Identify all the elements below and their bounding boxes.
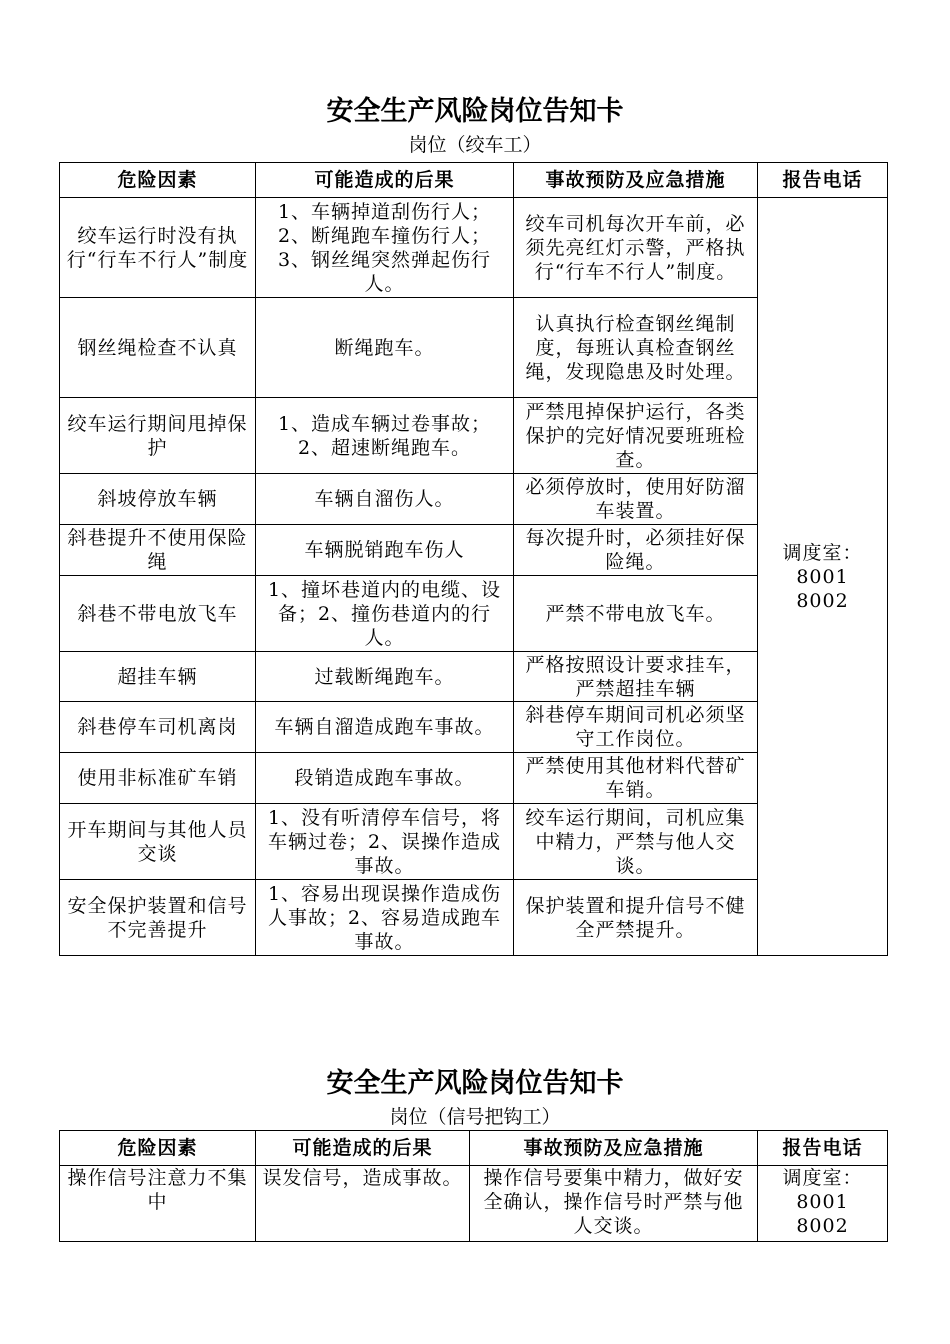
consequence-cell: 车辆自溜造成跑车事故。 [256,702,514,753]
measure-cell: 每次提升时，必须挂好保险绳。 [514,525,758,576]
header-consequence: 可能造成的后果 [256,163,514,198]
hazard-cell: 斜巷停车司机离岗 [60,702,256,753]
measure-cell: 认真执行检查钢丝绳制度，每班认真检查钢丝绳，发现隐患及时处理。 [514,298,758,398]
header-phone: 报告电话 [758,163,888,198]
consequence-cell: 车辆自溜伤人。 [256,474,514,525]
measure-cell: 严格按照设计要求挂车，严禁超挂车辆 [514,652,758,702]
hazard-cell: 开车期间与其他人员交谈 [60,804,256,880]
hazard-cell: 绞车运行期间甩掉保护 [60,398,256,474]
table-row [60,198,888,298]
hazard-cell: 使用非标准矿车销 [60,753,256,804]
consequence-cell: 车辆脱销跑车伤人 [256,525,514,576]
card-subtitle: 岗位（绞车工） [408,134,542,156]
header-hazard: 危险因素 [60,1131,256,1166]
table-header-row [60,1131,888,1166]
consequence-cell: 段销造成跑车事故。 [256,753,514,804]
table-header-row [60,163,888,198]
measure-cell: 保护装置和提升信号不健全严禁提升。 [514,880,758,956]
hazard-cell: 操作信号注意力不集中 [60,1166,256,1242]
measure-cell: 绞车司机每次开车前，必须先亮红灯示警，严格执行“行车不行人”制度。 [514,198,758,298]
consequence-cell: 1、容易出现误操作造成伤人事故；2、容易造成跑车事故。 [256,880,514,956]
consequence-cell: 1、车辆掉道刮伤行人；2、断绳跑车撞伤行人；3、钢丝绳突然弹起伤行人。 [256,198,514,298]
measure-cell: 必须停放时，使用好防溜车装置。 [514,474,758,525]
card-subtitle: 岗位（信号把钩工） [389,1106,561,1128]
measure-cell: 绞车运行期间，司机应集中精力，严禁与他人交谈。 [514,804,758,880]
phone-cell: 调度室： 8001 8002 [758,1166,888,1242]
header-phone: 报告电话 [758,1131,888,1166]
header-measure: 事故预防及应急措施 [514,163,758,198]
hazard-cell: 斜巷不带电放飞车 [60,576,256,652]
measure-cell: 严禁不带电放飞车。 [514,576,758,652]
consequence-cell: 过载断绳跑车。 [256,652,514,702]
hazard-cell: 斜巷提升不使用保险绳 [60,525,256,576]
measure-cell: 严禁使用其他材料代替矿车销。 [514,753,758,804]
card-title: 安全生产风险岗位告知卡 [326,96,624,127]
header-consequence: 可能造成的后果 [256,1131,470,1166]
consequence-cell: 断绳跑车。 [256,298,514,398]
header-measure: 事故预防及应急措施 [470,1131,758,1166]
header-hazard: 危险因素 [60,163,256,198]
card-title: 安全生产风险岗位告知卡 [326,1068,624,1099]
hazard-cell: 安全保护装置和信号不完善提升 [60,880,256,956]
risk-card-signal-hook [0,1064,950,1237]
consequence-cell: 误发信号，造成事故。 [256,1166,470,1242]
risk-table [59,162,888,956]
measure-cell: 斜巷停车期间司机必须坚守工作岗位。 [514,702,758,753]
consequence-cell: 1、没有听清停车信号，将车辆过卷；2、误操作造成事故。 [256,804,514,880]
risk-table [59,1130,888,1242]
measure-cell: 严禁甩掉保护运行，各类保护的完好情况要班班检查。 [514,398,758,474]
hazard-cell: 钢丝绳检查不认真 [60,298,256,398]
measure-cell: 操作信号要集中精力，做好安全确认，操作信号时严禁与他人交谈。 [470,1166,758,1242]
consequence-cell: 1、撞坏巷道内的电缆、设备；2、撞伤巷道内的行人。 [256,576,514,652]
risk-card-winch [0,92,950,953]
hazard-cell: 超挂车辆 [60,652,256,702]
consequence-cell: 1、造成车辆过卷事故；2、超速断绳跑车。 [256,398,514,474]
hazard-cell: 斜坡停放车辆 [60,474,256,525]
phone-cell: 调度室： 8001 8002 [758,198,888,956]
table-row [60,1166,888,1242]
hazard-cell: 绞车运行时没有执行“行车不行人”制度 [60,198,256,298]
